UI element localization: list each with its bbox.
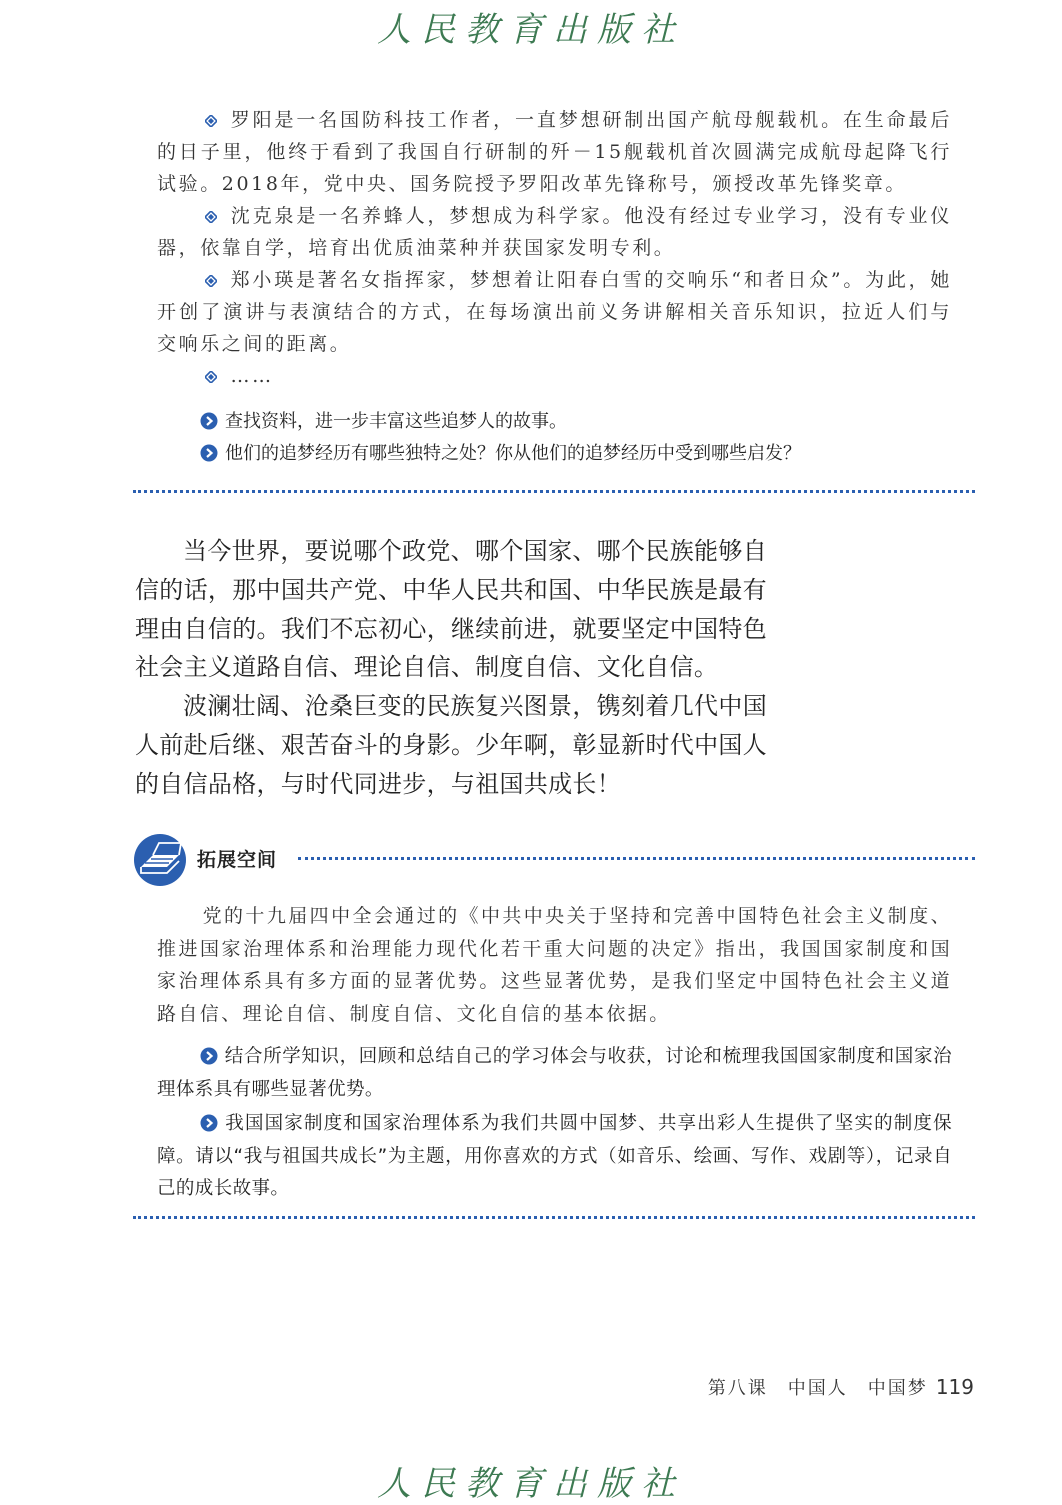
case-text: 罗阳是一名国防科技工作者，一直梦想研制出国产航母舰载机。在生命最后的日子里，他终于看到了我国自行研制的歼－15舰载机首次圆满完成航母起降飞行试验。2018年，党中央、国务院授予罗阳改革先锋称号，颁授改革先锋奖章。 [157,109,952,195]
activity-tasks [200,406,960,470]
arrow-bullet-icon [200,409,218,427]
extension-task-item [157,1108,952,1206]
case-text: 郑小瑛是著名女指挥家，梦想着让阳春白雪的交响乐“和者日众”。为此，她开创了演讲与表演结合的方式，在每场演出前义务讲解相关音乐知识，拉近人们与交响乐之间的距离。 [157,269,952,355]
task-item [200,406,960,438]
diamond-bullet-icon [205,115,217,127]
task-item [200,438,960,470]
main-paragraph: 当今世界，要说哪个政党、哪个国家、哪个民族能够自信的话，那中国共产党、中华人民共和国、中华民族是最有理由自信的。我们不忘初心，继续前进，就要坚定中国特色社会主义道路自信、理论自信、制度自信、文化自信。 [135,537,767,682]
extension-space-icon [133,833,187,887]
extension-task-item [157,1041,952,1106]
arrow-bullet-icon [200,1044,218,1062]
extension-paragraph: 党的十九届四中全会通过的《中共中央关于坚持和完善中国特色社会主义制度、推进国家治理体系和治理能力现代化若干重大问题的决定》指出，我国国家制度和国家治理体系具有多方面的显著优势。这些显著优势，是我们坚定中国特色社会主义道路自信、理论自信、制度自信、文化自信的基本依据。 [157,905,952,1025]
main-paragraph: 波澜壮阔、沧桑巨变的民族复兴图景，镌刻着几代中国人前赴后继、艰苦奋斗的身影。少年啊，彰显新时代中国人的自信品格，与时代同进步，与祖国共成长！ [135,692,767,798]
lesson-title: 第八课 中国人 中国梦 [707,1378,928,1399]
case-item [157,360,952,392]
extension-title-rule [298,857,975,860]
diamond-bullet-icon [205,371,217,383]
case-item [157,104,952,200]
page-number: 119 [935,1375,974,1399]
extension-title: 拓展空间 [197,849,278,871]
extension-tasks [157,1041,952,1208]
case-item [157,200,952,264]
extension-task-text: 我国国家制度和国家治理体系为我们共圆中国梦、共享出彩人生提供了坚实的制度保障。请以“我与祖国共成长”为主题，用你喜欢的方式（如音乐、绘画、写作、戏剧等），记录自己的成长故事。 [157,1113,952,1199]
case-text: 沈克泉是一名养蜂人，梦想成为科学家。他没有经过专业学习，没有专业仪器，依靠自学，培育出优质油菜种并获国家发明专利。 [157,205,952,259]
extension-task-text: 结合所学知识，回顾和总结自己的学习体会与收获，讨论和梳理我国国家制度和国家治理体系具有哪些显著优势。 [157,1046,952,1100]
arrow-bullet-icon [200,441,218,459]
section-divider [133,1216,975,1219]
case-text: …… [230,365,274,387]
arrow-bullet-icon [200,1111,218,1129]
publisher-watermark-top: 人民教育出版社 [377,10,685,50]
task-text: 查找资料，进一步丰富这些追梦人的故事。 [225,411,567,432]
task-text: 他们的追梦经历有哪些独特之处？你从他们的追梦经历中受到哪些启发？ [225,443,801,464]
main-text [135,532,767,804]
diamond-bullet-icon [205,211,217,223]
section-divider [133,490,975,493]
case-item [157,264,952,360]
publisher-watermark-bottom: 人民教育出版社 [377,1464,685,1504]
case-list [157,104,952,392]
page-footer [708,1374,974,1400]
diamond-bullet-icon [205,275,217,287]
extension-content [157,900,952,1030]
